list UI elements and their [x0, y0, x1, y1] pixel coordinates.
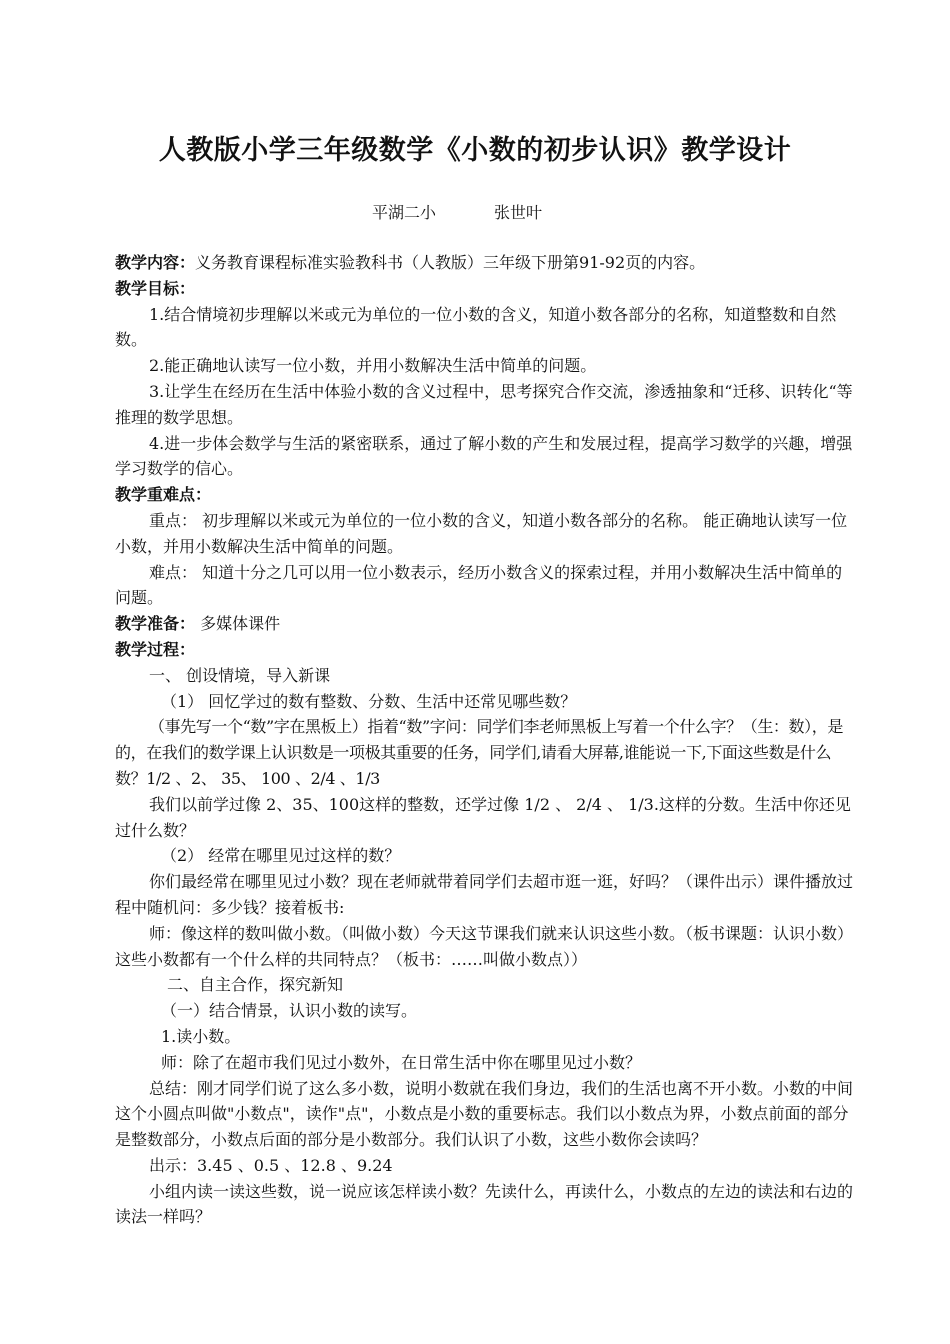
content-heading: 教学内容： [115, 253, 196, 272]
body-paragraph: 总结：刚才同学们说了这么多小数，说明小数就在我们身边，我们的生活也离不开小数。小数的中间这个小圆点叫做"小数点"，读作"点"，小数点是小数的重要标志。我们以小数点为界，小数点前面的部分是整数部分，小数点后面的部分是小数部分。我们认识了小数，这些小数你会读吗？ [115, 1078, 854, 1150]
body-paragraph: 你们最经常在哪里见过小数？现在老师就带着同学们去超市逛一逛，好吗？（课件出示）课件播放过程中随机问：多少钱？接着板书: [115, 872, 854, 917]
example-numbers: 出示：3.45 、0.5 、12.8 、9.24 [149, 1155, 393, 1175]
difficult-point-paragraph: 难点： 知道十分之几可以用一位小数表示，经历小数含义的探索过程，并用小数解决生活中简单的问题。 [115, 562, 843, 608]
key-points-heading: 教学重难点： [115, 485, 212, 505]
preparation-heading: 教学准备： [115, 614, 196, 634]
document-title: 人教版小学三年级数学《小数的初步认识》教学设计 [158, 135, 792, 166]
content-paragraph [115, 250, 853, 276]
document-body [115, 250, 853, 1230]
step-paragraph: （2） 经常在哪里见过这样的数？ [161, 846, 401, 866]
objective-item: 4.进一步体会数学与生活的紧密联系，通过了解小数的产生和发展过程，提高学习数学的兴趣，增强学习数学的信心。 [115, 433, 853, 479]
step-paragraph: （1） 回忆学过的数有整数、分数、生活中还常见哪些数？ [161, 691, 577, 711]
section-title: 二、自主合作，探究新知 [167, 975, 344, 995]
body-paragraph: 小组内读一读这些数，说一说应该怎样读小数？先读什么，再读什么，小数点的左边的读法和右边的读法一样吗？ [115, 1181, 854, 1227]
objectives-heading: 教学目标： [115, 278, 196, 298]
author-name: 张世叶 [494, 203, 543, 222]
subsection-title: （一）结合情景，认识小数的读写。 [161, 1001, 418, 1021]
preparation-text: 多媒体课件 [195, 614, 281, 634]
subsection-item: 1.读小数。 [161, 1026, 241, 1046]
objective-item: 3.让学生在经历在生活中体验小数的含义过程中，思考探究合作交流，渗透抽象和“迁移、识转化“等推理的数学思想。 [115, 381, 853, 427]
school-name: 平湖二小 [372, 203, 437, 222]
body-paragraph: 我们以前学过像 2、35、100这样的整数，还学过像 1/2 、 2/4 、 1/3.这样的分数。生活中你还见过什么数？ [115, 794, 851, 840]
author-line [372, 202, 542, 224]
process-heading: 教学过程： [115, 639, 196, 659]
body-paragraph: 师：除了在超市我们见过小数外，在日常生活中你在哪里见过小数？ [161, 1052, 642, 1072]
preparation-paragraph [115, 611, 853, 637]
objective-item: 2.能正确地认读写一位小数，并用小数解决生活中简单的问题。 [149, 356, 597, 376]
body-paragraph: （事先写一个“数”字在黑板上）指着“数”字问：同学们李老师黑板上写着一个什么字？（生：数），是的，在我们的数学课上认识数是一项极其重要的任务，同学们,请看大屏幕,谁能说一下,下面这些数是什么数？1/2 、2、 35、 100 、2/4 、1/3 [115, 717, 843, 788]
content-text: 义务教育课程标准实验教科书（人教版）三年级下册第91-92页的内容。 [195, 253, 706, 272]
section-title: 一、 创设情境，导入新课 [149, 665, 331, 685]
objective-item: 1.结合情境初步理解以米或元为单位的一位小数的含义，知道小数各部分的名称，知道整数和自然数。 [115, 304, 837, 350]
body-paragraph: 师：像这样的数叫做小数。（叫做小数）今天这节课我们就来认识这些小数。（板书课题：认识小数）这些小数都有一个什么样的共同特点？（板书：……叫做小数点）） [115, 923, 854, 969]
key-point-paragraph: 重点： 初步理解以米或元为单位的一位小数的含义，知道小数各部分的名称。 能正确地认读写一位小数，并用小数解决生活中简单的问题。 [115, 510, 848, 556]
